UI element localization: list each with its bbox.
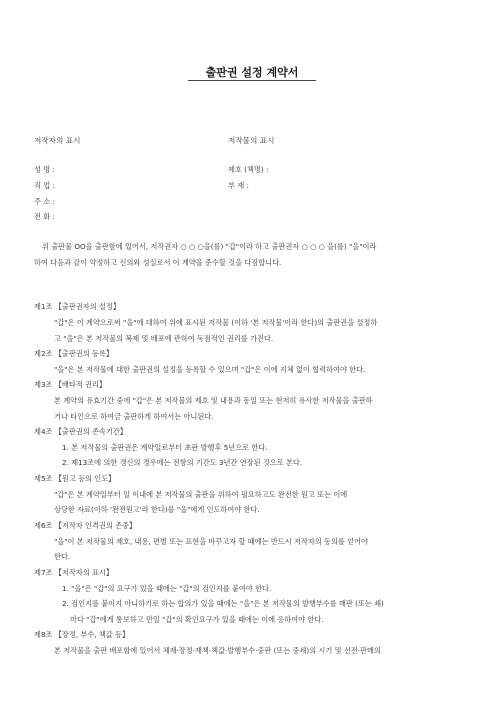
article-4-line: 2. 제13조에 의한 갱신의 경우에는 전항의 기간도 3년간 연장된 것으로 본다. xyxy=(62,458,303,467)
article-1-heading: 제1조 【출판권자의 설정】 xyxy=(34,302,121,311)
article-5-line: "갑"은 본 계약일부터 일 이내에 본 저작물의 출판을 위하여 필요하고도 완전한 원고 또는 이에 xyxy=(54,490,348,499)
intro-line: 하여 다음과 같이 약정하고 신의와 성실로서 이 계약을 준수할 것을 다짐합니다. xyxy=(34,258,282,267)
author-phone-label: 전 화 : xyxy=(34,212,55,221)
article-6-line: 한다. xyxy=(54,552,71,561)
work-info-heading: 저작물의 표시 xyxy=(228,136,275,145)
article-6-line: "을"이 본 저작물의 제호, 내용, 편별 또는 표현을 바꾸고자 할 때에는 반드시 저작자의 동의를 얻어야 xyxy=(54,537,368,546)
author-info-heading: 저작자의 표시 xyxy=(34,136,81,145)
article-4-heading: 제4조 【출판권의 존속기간】 xyxy=(34,427,127,436)
article-7-line: 2. 검인지를 붙이지 아니하기로 하는 합의가 있을 때에는 "을"은 본 저작물의 발행부수를 매판 (또는 쇄) xyxy=(62,599,384,608)
article-2-line: "을"은 본 저작물에 대한 출판권의 설정을 등록할 수 있으며 "갑"은 이에 지체 없이 협력하여야 한다. xyxy=(54,365,366,374)
article-4-line: 1. 본 저작물의 출판권은 계약일로부터 초판 발행후 5년으로 한다. xyxy=(62,443,268,452)
article-7-line: 1. "을"은 "갑"의 요구가 있을 때에는 "갑"의 검인지를 붙여야 한다. xyxy=(62,584,272,593)
article-1-line: "갑"은 이 계약으로써 "을"에 대하여 위에 표시된 저작물 (이하 '본 저작물'이라 한다)의 출판권을 설정하 xyxy=(54,318,378,327)
article-5-line: 상당한 자료(이하 '완전원고'라 한다)를 "을"에게 인도하여야 한다. xyxy=(54,505,260,514)
article-3-line: 본 계약의 유효기간 중에 "갑"은 본 저작물의 제호 및 내용과 동일 또는 현저히 유사한 저작물을 출판하 xyxy=(54,396,373,405)
intro-line: 위 출판물 OO을 출판함에 있어서, 저작권자 ○ ○ ○을(를) "갑"이라 하고 출판권자 ○ ○ ○ 을(를) "을"이라 xyxy=(42,242,377,251)
author-name-label: 성 명 : xyxy=(34,165,55,174)
article-3-heading: 제3조 【배타적 권리】 xyxy=(34,380,107,389)
work-volumes-label: 부 재 : xyxy=(228,181,249,190)
article-7-heading: 제7조 【저작자의 표시】 xyxy=(34,568,114,577)
title-underline xyxy=(188,80,316,81)
work-title-label: 제호 (책명) : xyxy=(228,165,269,174)
article-5-heading: 제5조 【원고 등의 인도】 xyxy=(34,474,116,483)
article-2-heading: 제2조 【출판권의 등록】 xyxy=(34,349,114,358)
article-3-line: 거나 타인으로 하여금 출판하게 하여서는 아니된다. xyxy=(54,412,214,421)
author-job-label: 직 업 : xyxy=(34,181,55,190)
document-title: 출판권 설정 계약서 xyxy=(205,66,299,79)
article-8-line: 본 저작물을 출판 배포함에 있어서 체재·장정·재책·책값·발행부수·중판 (또는 중쇄)의 시기 및 선전·판매의 xyxy=(54,646,381,655)
article-7-line: 마다 "갑"에게 통보하고 만일 "갑"의 확인요구가 있을 때에는 이에 응하여야 한다. xyxy=(70,615,324,624)
author-address-label: 주 소 : xyxy=(34,197,55,206)
article-1-line: 고 "을"은 본 저작물의 복제 및 배포에 관하여 독점적인 권리를 가진다. xyxy=(54,334,274,343)
article-6-heading: 제6조 【저작자 인격권의 존중】 xyxy=(34,521,137,530)
article-8-heading: 제8조 【장정, 부수, 책값 등】 xyxy=(34,630,130,639)
